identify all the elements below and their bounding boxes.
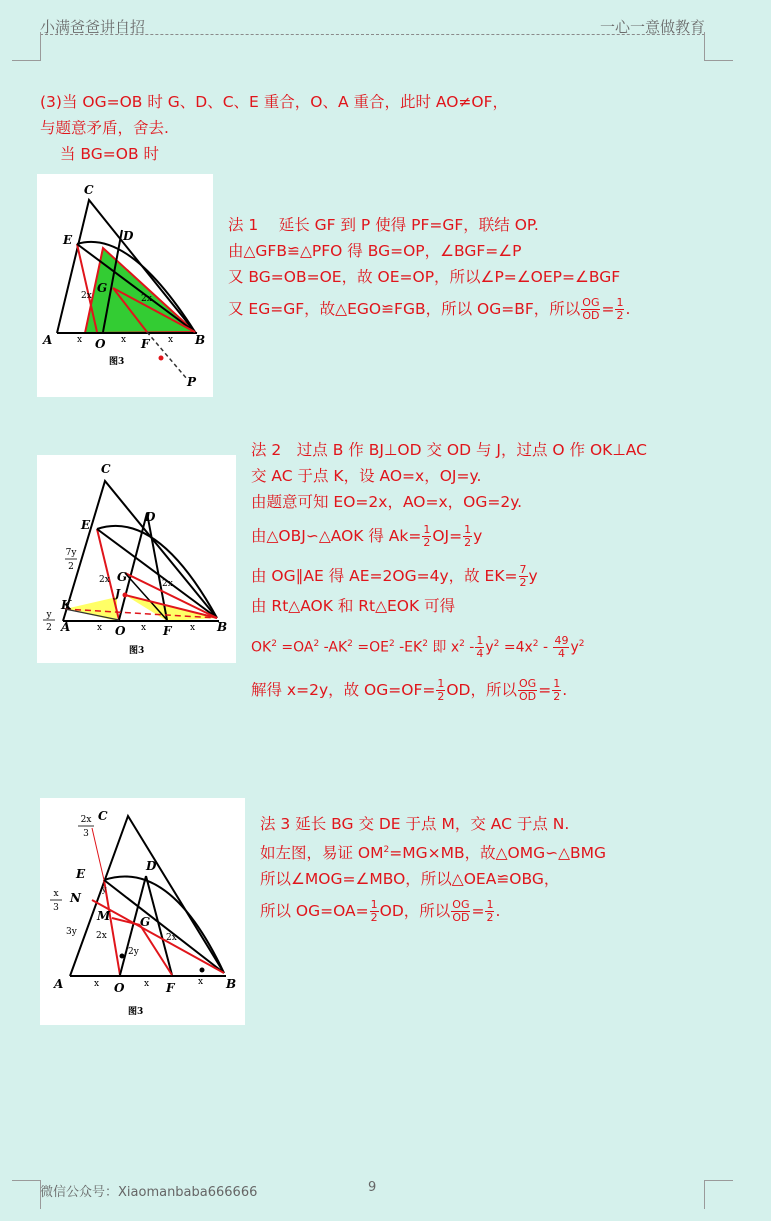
fig2-label-C: C [101, 462, 111, 476]
figure-1 [37, 174, 213, 397]
fig1-label-B: B [195, 333, 206, 347]
fig2-ek-num: 7y [65, 548, 77, 558]
method2-line-5: 由 OG∥AE 得 AE=2OG=4y，故 EK= $\frac{7}{2}$ y [251, 563, 538, 589]
fig1-seg-x3: x [168, 335, 174, 345]
crop-mark-bottom-left [12, 1180, 41, 1209]
method2-line-3: 由题意可知 EO=2x，AO=x，OG=2y. [251, 493, 523, 511]
crop-mark-top-left [12, 32, 41, 61]
fig1-seg-2x-b: 2x [141, 294, 152, 304]
fig2-seg-2x-a: 2x [99, 575, 110, 585]
fig3-label-M: M [97, 909, 111, 923]
page-number: 9 [368, 1180, 377, 1195]
fig2-label-F: F [163, 624, 172, 638]
method2-line-4: 由△OBJ∽△AOK 得 Ak= $\frac{1}{2}$ OJ= $\frac{1}{2}$ y [251, 523, 483, 549]
fig3-label-F: F [166, 981, 175, 995]
method2-line-6: 由 Rt△AOK 和 Rt△EOK 可得 [251, 597, 456, 615]
fig1-label-G: G [97, 281, 108, 295]
method3-block [260, 811, 606, 924]
fig1-label-C: C [84, 183, 94, 197]
method2-line-8: 解得 x=2y，故 OG=OF= $\frac{1}{2}$ OD，所以 $\frac{OG}{OD}$ = $\frac{1}{2}$ . [251, 676, 568, 703]
fig1-label-D: D [123, 229, 134, 243]
method2-line-1: 法 2 过点 B 作 BJ⊥OD 交 OD 与 J，过点 O 作 OK⊥AC [251, 441, 647, 459]
method3-line-1: 法 3 延长 BG 交 DE 于点 M，交 AC 于点 N. [260, 815, 570, 833]
fig2-label-O: O [115, 624, 126, 638]
fraction-half: $\frac{1}{2}$ [616, 296, 624, 322]
fig3-label-N: N [70, 891, 81, 905]
fig2-label-E: E [81, 518, 91, 532]
method1-block [228, 212, 630, 322]
fig3-seg-x1: x [94, 979, 100, 989]
crop-mark-top-right [704, 32, 733, 61]
fig1-label-E: E [63, 233, 73, 247]
fig1-seg-x2: x [121, 335, 127, 345]
intro-line-2: 与题意矛盾，舍去. [40, 119, 169, 137]
fig3-label-E: E [76, 867, 86, 881]
fig3-cn-den: 3 [83, 829, 89, 839]
method3-line-4: 所以 OG=OA= $\frac{1}{2}$ OD，所以 $\frac{OG}{OD}$ = $\frac{1}{2}$ . [260, 898, 501, 925]
fig3-label-C: C [98, 809, 108, 823]
method2-line-7: $OK^2 =OA^2$ $-AK^2 =OE^2$ $-EK^2$ 即 $x^2$ - $\frac{1}{4}$ $y^2 =4x^2$ - $\frac{49}{4}$ $y^2$ [251, 634, 585, 661]
method1-line-1: 法 1 延长 GF 到 P 使得 PF=GF，联结 OP. [228, 216, 539, 234]
header-right: 一心一意做教育 [599, 18, 705, 36]
fig1-seg-2x-a: 2x [81, 291, 92, 301]
fig2-label-D: D [145, 510, 156, 524]
fig3-seg-x3: x [198, 977, 204, 987]
fig3-an-den: 3 [53, 903, 59, 913]
fig2-seg-x2: x [141, 623, 147, 633]
method1-line-2: 由△GFB≌△PFO 得 BG=OP，∠BGF=∠P [228, 242, 522, 260]
method1-line-3: 又 BG=OB=OE，故 OE=OP，所以∠P=∠OEP=∠BGF [228, 268, 621, 286]
intro-line-3: 当 BG=OB 时 [60, 145, 160, 163]
header-left: 小满爸爸讲自招 [40, 18, 146, 36]
fig1-label-A: A [43, 333, 53, 347]
method2-line-2: 交 AC 于点 K，设 AO=x，OJ=y. [251, 467, 482, 485]
fig1-label-P: P [187, 375, 197, 389]
fig3-label-G: G [140, 915, 151, 929]
ratio-og-od: $\frac{OG}{OD}$ [582, 296, 600, 322]
fig2-label-K: K [61, 598, 72, 612]
fig3-label-O: O [114, 981, 125, 995]
fig1-label-F: F [141, 337, 150, 351]
fig3-seg-3y: 3y [66, 927, 77, 937]
header-divider [40, 34, 705, 35]
fig3-label-D: D [146, 859, 157, 873]
fig2-ak-num: y [46, 610, 52, 620]
fig3-seg-2x-b: 2x [166, 933, 177, 943]
fig1-seg-x1: x [77, 335, 83, 345]
fig3-an-num: x [53, 889, 59, 899]
footer-wechat: 微信公众号：Xiaomanbaba666666 [40, 1185, 258, 1200]
fig1-label-O: O [95, 337, 106, 351]
fig3-seg-2x-a: 2x [96, 931, 107, 941]
fig3-caption: 图3 [128, 1007, 144, 1017]
fig2-ek-den: 2 [68, 562, 74, 572]
fig2-caption: 图3 [129, 646, 145, 656]
fig3-cn-num: 2x [80, 815, 92, 825]
fig2-seg-2x-b: 2x [162, 579, 173, 589]
fig1-caption: 图3 [109, 357, 125, 367]
fig3-label-B: B [226, 977, 237, 991]
fig3-label-A: A [54, 977, 64, 991]
fig3-seg-y: y [102, 885, 107, 894]
fig2-ak-den: 2 [46, 623, 52, 633]
fig2-seg-x3: x [190, 623, 196, 633]
method1-line-4: 又 EG=GF，故△EGO≌FGB，所以 OG=BF，所以 $\frac{OG}{OD}$ = $\frac{1}{2}$ . [228, 296, 631, 322]
intro-line-1: (3)当 OG=OB 时 G、D、C、E 重合，O、A 重合，此时 AO≠OF， [40, 93, 509, 111]
intro-block [40, 89, 508, 167]
method3-line-3: 所以∠MOG=∠MBO，所以△OEA≌OBG， [260, 870, 560, 889]
fig2-seg-x1: x [97, 623, 103, 633]
method3-line-2: 如左图，易证 $OM^2=MG\times MB$，故△OMG∽△BMG [260, 844, 607, 863]
figure-3 [40, 798, 245, 1025]
figure-2 [37, 455, 236, 663]
fig2-label-B: B [217, 620, 228, 634]
fig2-label-J: J [115, 587, 121, 600]
crop-mark-bottom-right [704, 1180, 733, 1209]
fig3-seg-2y: 2y [128, 947, 139, 957]
fig2-label-G: G [117, 570, 128, 584]
fig3-seg-x2: x [144, 979, 150, 989]
fig2-label-A: A [61, 620, 71, 634]
method2-block [251, 437, 647, 703]
